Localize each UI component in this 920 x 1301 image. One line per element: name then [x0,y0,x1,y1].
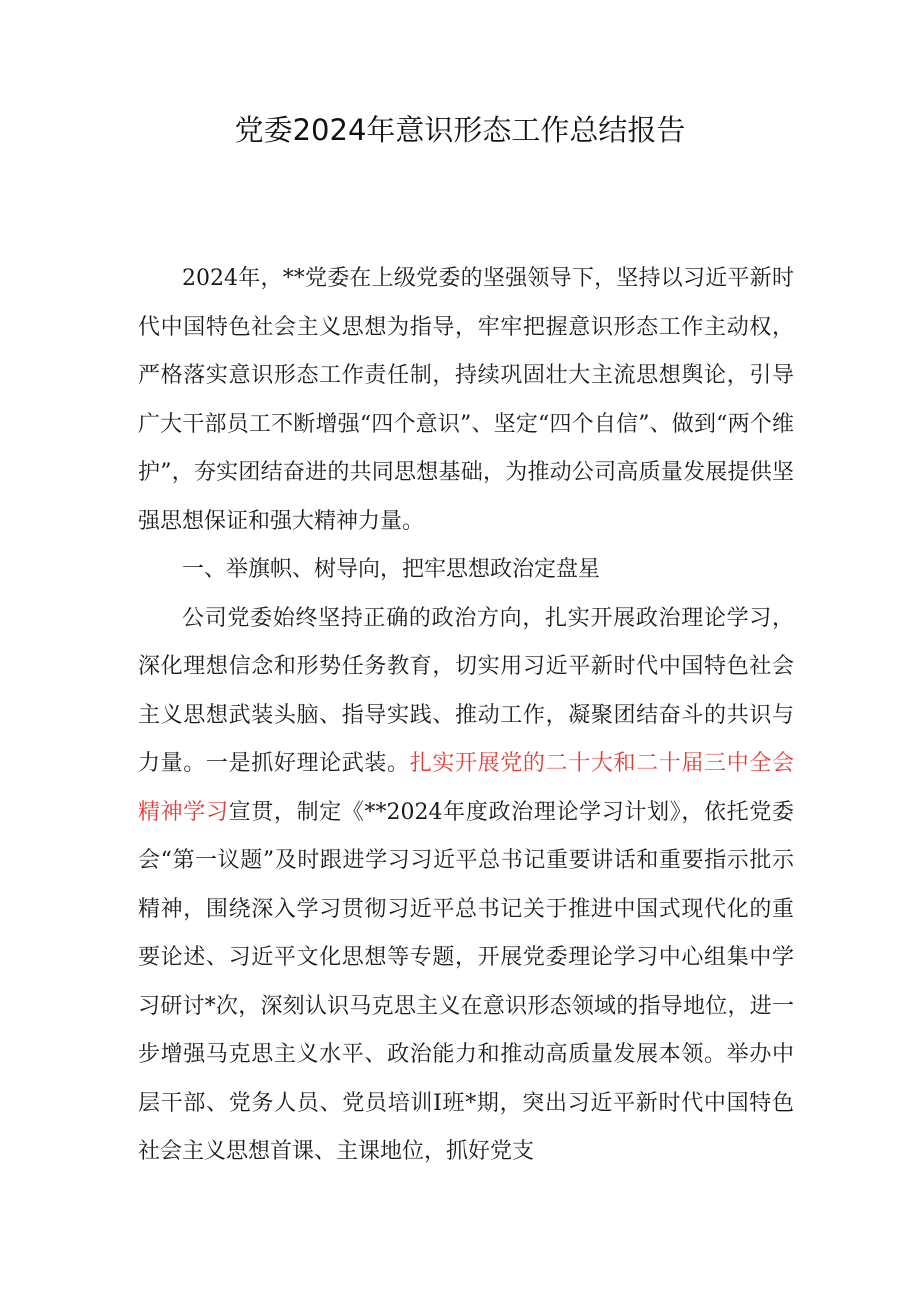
section-1-paragraph [138,595,794,1177]
paragraph-text-part-2: 宣贯，制定《**2024年度政治理论学习计划》，依托党委会“第一议题”及时跟进学习习近平总书记重要讲话和重要指示批示精神，围绕深入学习贯彻习近平总书记关于推进中国式现代化的重要论述、习近平文化思想等专题，开展党委理论学习中心组集中学习研讨*次，深刻认识马克思主义在意识形态领域的指导地位，进一步增强马克思主义水平、政治能力和推动高质量发展本领。举办中层干部、党务人员、党员培训I班*期，突出习近平新时代中国特色社会主义思想首课、主课地位，抓好党支 [138,799,794,1164]
document-title: 党委2024年意识形态工作总结报告 [234,113,686,147]
highlighted-text: 扎实开展党的二十大和二十届三中全会精神学习 [138,751,794,825]
paragraph-text-part-1: 公司党委始终坚持正确的政治方向，扎实开展政治理论学习，深化理想信念和形势任务教育，切实用习近平新时代中国特色社会主义思想武装头脑、指导实践、推动工作，凝聚团结奋斗的共识与力量。一是抓好理论武装。 [138,605,794,776]
document-body [138,255,794,1177]
section-heading-1: 一、举旗帜、树导向，把牢思想政治定盘星 [182,557,601,582]
intro-paragraph: 2024年，**党委在上级党委的坚强领导下，坚持以习近平新时代中国特色社会主义思想为指导，牢牢把握意识形态工作主动权，严格落实意识形态工作责任制，持续巩固壮大主流思想舆论，引导广大干部员工不断增强“四个意识”、坚定“四个自信”、做到“两个维护”，夯实团结奋进的共同思想基础，为推动公司高质量发展提供坚强思想保证和强大精神力量。 [138,266,794,534]
